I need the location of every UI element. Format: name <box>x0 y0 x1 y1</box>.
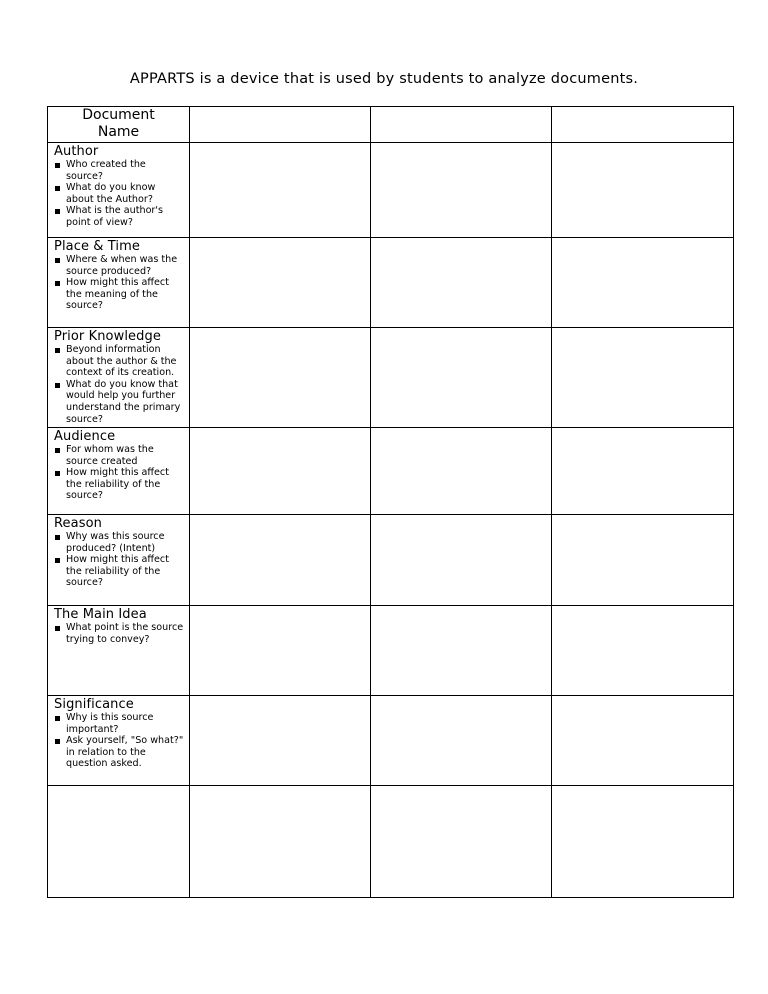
answer-cell[interactable] <box>371 786 552 898</box>
answer-cell[interactable] <box>371 238 552 328</box>
page-title: APPARTS is a device that is used by students to analyze documents. <box>129 71 639 87</box>
answer-cell[interactable] <box>190 238 371 328</box>
question-item: How might this affect the reliability of the source? <box>54 554 185 589</box>
header-row <box>48 107 734 143</box>
row-blank <box>48 786 734 898</box>
row-label-cell <box>48 238 190 328</box>
header-label-line2: Name <box>97 124 140 140</box>
question-item: How might this affect the reliability of the source? <box>54 467 185 502</box>
question-item: Ask yourself, "So what?" in relation to the question asked. <box>54 735 185 770</box>
doc-cell-3[interactable] <box>552 107 734 143</box>
row-heading: Reason <box>54 516 102 531</box>
document-name-header <box>48 107 190 143</box>
question-item: How might this affect the meaning of the source? <box>54 277 185 312</box>
header-label-line1: Document <box>82 107 155 123</box>
row-prior-knowledge <box>48 328 734 428</box>
question-item: Where & when was the source produced? <box>54 254 185 277</box>
row-heading: Prior Knowledge <box>54 329 161 344</box>
answer-cell[interactable] <box>190 515 371 606</box>
question-item: Who created the source? <box>54 159 185 182</box>
row-audience <box>48 428 734 515</box>
answer-cell[interactable] <box>552 238 734 328</box>
answer-cell[interactable] <box>190 428 371 515</box>
question-item: Beyond information about the author & the context of its creation. <box>54 344 185 379</box>
answer-cell[interactable] <box>552 328 734 428</box>
question-item: What do you know that would help you further understand the primary source? <box>54 379 185 425</box>
answer-cell[interactable] <box>190 786 371 898</box>
doc-cell-2[interactable] <box>371 107 552 143</box>
answer-cell[interactable] <box>552 606 734 696</box>
answer-cell[interactable] <box>552 143 734 238</box>
answer-cell[interactable] <box>552 696 734 786</box>
answer-cell[interactable] <box>552 428 734 515</box>
apparts-table <box>47 106 734 898</box>
answer-cell[interactable] <box>190 696 371 786</box>
row-heading: Place & Time <box>54 239 140 254</box>
row-label-cell <box>48 515 190 606</box>
answer-cell[interactable] <box>552 786 734 898</box>
question-item: What do you know about the Author? <box>54 182 185 205</box>
answer-cell[interactable] <box>190 606 371 696</box>
row-reason <box>48 515 734 606</box>
question-list <box>48 531 189 589</box>
doc-cell-1[interactable] <box>190 107 371 143</box>
question-item: For whom was the source created <box>54 444 185 467</box>
row-label-cell <box>48 328 190 428</box>
question-item: Why is this source important? <box>54 712 185 735</box>
row-heading: Audience <box>54 429 116 444</box>
row-place-time <box>48 238 734 328</box>
row-label-cell <box>48 428 190 515</box>
question-list <box>48 254 189 312</box>
question-list <box>48 344 189 425</box>
answer-cell[interactable] <box>190 143 371 238</box>
answer-cell[interactable] <box>371 328 552 428</box>
row-main-idea <box>48 606 734 696</box>
question-item: Why was this source produced? (Intent) <box>54 531 185 554</box>
question-list <box>48 712 189 770</box>
answer-cell[interactable] <box>371 606 552 696</box>
row-heading: Author <box>54 144 99 159</box>
answer-cell[interactable] <box>371 143 552 238</box>
row-heading: Significance <box>54 697 134 712</box>
row-heading: The Main Idea <box>54 607 147 622</box>
answer-cell[interactable] <box>371 428 552 515</box>
answer-cell[interactable] <box>371 696 552 786</box>
answer-cell[interactable] <box>371 515 552 606</box>
question-list <box>48 444 189 502</box>
question-list <box>48 622 189 645</box>
row-author <box>48 143 734 238</box>
row-significance <box>48 696 734 786</box>
answer-cell[interactable] <box>190 328 371 428</box>
row-label-cell <box>48 606 190 696</box>
answer-cell[interactable] <box>552 515 734 606</box>
question-list <box>48 159 189 229</box>
question-item: What point is the source trying to convey? <box>54 622 185 645</box>
row-label-cell <box>48 143 190 238</box>
question-item: What is the author's point of view? <box>54 205 185 228</box>
row-label-cell <box>48 696 190 786</box>
row-label-cell[interactable] <box>48 786 190 898</box>
